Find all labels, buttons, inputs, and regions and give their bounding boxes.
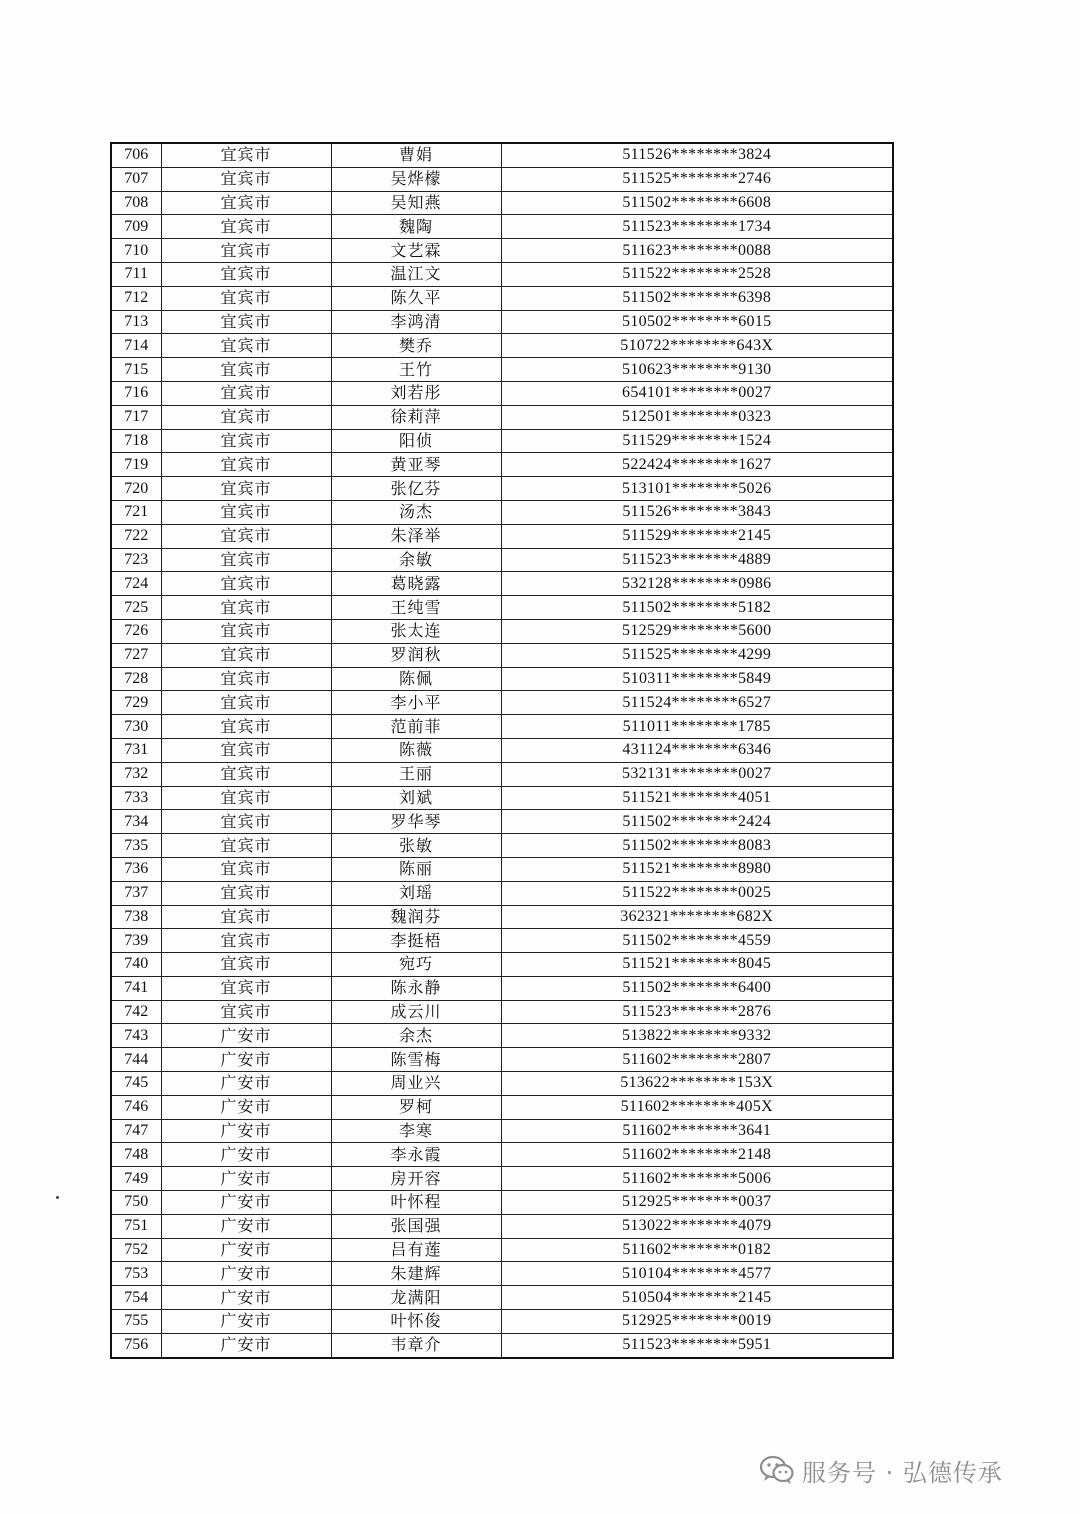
id-number-cell: 511523********4889	[501, 548, 893, 572]
id-number-cell: 511526********3843	[501, 500, 893, 524]
table-row	[111, 905, 893, 929]
row-number-cell: 718	[111, 429, 161, 453]
city-cell: 宜宾市	[161, 810, 331, 834]
name-cell: 李挺梧	[331, 929, 501, 953]
city-cell: 广安市	[161, 1286, 331, 1310]
table-row	[111, 548, 893, 572]
name-cell: 罗柯	[331, 1095, 501, 1119]
name-cell: 温江文	[331, 262, 501, 286]
table-row	[111, 667, 893, 691]
id-number-cell: 511526********3824	[501, 143, 893, 167]
id-number-cell: 362321********682X	[501, 905, 893, 929]
id-number-cell: 511521********4051	[501, 786, 893, 810]
name-cell: 陈薇	[331, 738, 501, 762]
id-number-cell: 511602********2807	[501, 1048, 893, 1072]
id-number-cell: 511602********2148	[501, 1143, 893, 1167]
name-cell: 汤杰	[331, 500, 501, 524]
name-cell: 龙满阳	[331, 1286, 501, 1310]
city-cell: 宜宾市	[161, 857, 331, 881]
row-number-cell: 755	[111, 1310, 161, 1334]
name-cell: 余杰	[331, 1024, 501, 1048]
row-number-cell: 746	[111, 1095, 161, 1119]
id-number-cell: 532131********0027	[501, 762, 893, 786]
id-number-cell: 512925********0037	[501, 1191, 893, 1215]
id-number-cell: 511525********4299	[501, 643, 893, 667]
row-number-cell: 731	[111, 738, 161, 762]
city-cell: 宜宾市	[161, 619, 331, 643]
row-number-cell: 737	[111, 881, 161, 905]
city-cell: 广安市	[161, 1143, 331, 1167]
name-cell: 李寒	[331, 1119, 501, 1143]
city-cell: 宜宾市	[161, 500, 331, 524]
city-cell: 广安市	[161, 1262, 331, 1286]
id-number-cell: 511523********1734	[501, 215, 893, 239]
row-number-cell: 744	[111, 1048, 161, 1072]
table-row	[111, 643, 893, 667]
name-cell: 罗润秋	[331, 643, 501, 667]
row-number-cell: 738	[111, 905, 161, 929]
name-cell: 陈丽	[331, 857, 501, 881]
city-cell: 宜宾市	[161, 596, 331, 620]
city-cell: 宜宾市	[161, 167, 331, 191]
id-number-cell: 532128********0986	[501, 572, 893, 596]
city-cell: 宜宾市	[161, 786, 331, 810]
city-cell: 广安市	[161, 1333, 331, 1357]
city-cell: 广安市	[161, 1024, 331, 1048]
table-row	[111, 738, 893, 762]
table-row	[111, 596, 893, 620]
city-cell: 广安市	[161, 1072, 331, 1096]
row-number-cell: 709	[111, 215, 161, 239]
id-number-cell: 513101********5026	[501, 477, 893, 501]
table-row	[111, 881, 893, 905]
table-row	[111, 1191, 893, 1215]
name-cell: 房开容	[331, 1167, 501, 1191]
name-cell: 樊乔	[331, 334, 501, 358]
city-cell: 宜宾市	[161, 548, 331, 572]
city-cell: 广安市	[161, 1214, 331, 1238]
row-number-cell: 730	[111, 715, 161, 739]
city-cell: 宜宾市	[161, 976, 331, 1000]
watermark-text: 服务号 · 弘德传承	[802, 1458, 1003, 1487]
city-cell: 广安市	[161, 1238, 331, 1262]
row-number-cell: 728	[111, 667, 161, 691]
row-number-cell: 721	[111, 500, 161, 524]
id-number-cell: 510311********5849	[501, 667, 893, 691]
id-number-cell: 511623********0088	[501, 239, 893, 263]
row-number-cell: 722	[111, 524, 161, 548]
row-number-cell: 753	[111, 1262, 161, 1286]
city-cell: 宜宾市	[161, 715, 331, 739]
table-row	[111, 1286, 893, 1310]
id-number-cell: 511602********5006	[501, 1167, 893, 1191]
city-cell: 宜宾市	[161, 738, 331, 762]
table-row	[111, 691, 893, 715]
row-number-cell: 733	[111, 786, 161, 810]
row-number-cell: 707	[111, 167, 161, 191]
city-cell: 宜宾市	[161, 762, 331, 786]
table-row	[111, 1310, 893, 1334]
name-cell: 刘斌	[331, 786, 501, 810]
id-number-cell: 512925********0019	[501, 1310, 893, 1334]
table-row	[111, 572, 893, 596]
table-row	[111, 453, 893, 477]
row-number-cell: 751	[111, 1214, 161, 1238]
row-number-cell: 741	[111, 976, 161, 1000]
table-row	[111, 334, 893, 358]
name-cell: 余敏	[331, 548, 501, 572]
city-cell: 宜宾市	[161, 453, 331, 477]
name-cell: 魏润芬	[331, 905, 501, 929]
table-row	[111, 405, 893, 429]
name-cell: 阳侦	[331, 429, 501, 453]
table-row	[111, 286, 893, 310]
id-number-cell: 513022********4079	[501, 1214, 893, 1238]
name-cell: 罗华琴	[331, 810, 501, 834]
table-row	[111, 1167, 893, 1191]
row-number-cell: 717	[111, 405, 161, 429]
name-cell: 陈雪梅	[331, 1048, 501, 1072]
id-number-cell: 511523********5951	[501, 1333, 893, 1357]
wechat-icon	[760, 1455, 794, 1485]
table-row	[111, 500, 893, 524]
city-cell: 宜宾市	[161, 524, 331, 548]
row-number-cell: 724	[111, 572, 161, 596]
table-row	[111, 215, 893, 239]
city-cell: 宜宾市	[161, 929, 331, 953]
id-number-cell: 512501********0323	[501, 405, 893, 429]
table-row	[111, 786, 893, 810]
id-number-cell: 510623********9130	[501, 358, 893, 382]
id-number-cell: 511522********0025	[501, 881, 893, 905]
name-cell: 文艺霖	[331, 239, 501, 263]
id-number-cell: 512529********5600	[501, 619, 893, 643]
row-number-cell: 739	[111, 929, 161, 953]
name-cell: 曹娟	[331, 143, 501, 167]
table-row	[111, 976, 893, 1000]
row-number-cell: 748	[111, 1143, 161, 1167]
city-cell: 宜宾市	[161, 667, 331, 691]
row-number-cell: 750	[111, 1191, 161, 1215]
table-row	[111, 1333, 893, 1357]
table-row	[111, 1095, 893, 1119]
table-row	[111, 1000, 893, 1024]
row-number-cell: 740	[111, 953, 161, 977]
name-cell: 叶怀俊	[331, 1310, 501, 1334]
city-cell: 宜宾市	[161, 953, 331, 977]
city-cell: 宜宾市	[161, 834, 331, 858]
city-cell: 宜宾市	[161, 239, 331, 263]
id-number-cell: 511521********8045	[501, 953, 893, 977]
id-number-cell: 511011********1785	[501, 715, 893, 739]
city-cell: 广安市	[161, 1048, 331, 1072]
city-cell: 宜宾市	[161, 191, 331, 215]
id-number-cell: 511522********2528	[501, 262, 893, 286]
row-number-cell: 745	[111, 1072, 161, 1096]
name-cell: 吴知燕	[331, 191, 501, 215]
id-number-cell: 511529********1524	[501, 429, 893, 453]
id-number-cell: 511502********5182	[501, 596, 893, 620]
name-cell: 黄亚琴	[331, 453, 501, 477]
table-row	[111, 953, 893, 977]
scan-speck	[56, 1196, 59, 1199]
table-row	[111, 143, 893, 167]
row-number-cell: 736	[111, 857, 161, 881]
table-row	[111, 310, 893, 334]
name-cell: 周业兴	[331, 1072, 501, 1096]
id-number-cell: 511502********6398	[501, 286, 893, 310]
row-number-cell: 734	[111, 810, 161, 834]
table-row	[111, 429, 893, 453]
id-number-cell: 511602********3641	[501, 1119, 893, 1143]
name-cell: 刘若彤	[331, 381, 501, 405]
name-cell: 王纯雪	[331, 596, 501, 620]
table-row	[111, 1048, 893, 1072]
table-row	[111, 715, 893, 739]
row-number-cell: 735	[111, 834, 161, 858]
id-number-cell: 511521********8980	[501, 857, 893, 881]
city-cell: 宜宾市	[161, 262, 331, 286]
table-row	[111, 1072, 893, 1096]
table-row	[111, 358, 893, 382]
table-row	[111, 239, 893, 263]
name-cell: 李鸿清	[331, 310, 501, 334]
row-number-cell: 726	[111, 619, 161, 643]
name-cell: 张敏	[331, 834, 501, 858]
row-number-cell: 749	[111, 1167, 161, 1191]
row-number-cell: 725	[111, 596, 161, 620]
name-cell: 吴烨檬	[331, 167, 501, 191]
id-number-cell: 511602********0182	[501, 1238, 893, 1262]
name-cell: 李小平	[331, 691, 501, 715]
row-number-cell: 732	[111, 762, 161, 786]
city-cell: 宜宾市	[161, 286, 331, 310]
table-row	[111, 1143, 893, 1167]
table-row	[111, 1238, 893, 1262]
id-number-cell: 510504********2145	[501, 1286, 893, 1310]
city-cell: 宜宾市	[161, 215, 331, 239]
id-number-cell: 511529********2145	[501, 524, 893, 548]
name-cell: 陈永静	[331, 976, 501, 1000]
row-number-cell: 729	[111, 691, 161, 715]
name-cell: 王竹	[331, 358, 501, 382]
id-number-cell: 511502********4559	[501, 929, 893, 953]
city-cell: 宜宾市	[161, 905, 331, 929]
id-number-cell: 511525********2746	[501, 167, 893, 191]
table-row	[111, 477, 893, 501]
city-cell: 宜宾市	[161, 310, 331, 334]
name-cell: 韦章介	[331, 1333, 501, 1357]
city-cell: 宜宾市	[161, 405, 331, 429]
name-cell: 陈佩	[331, 667, 501, 691]
name-cell: 葛晓露	[331, 572, 501, 596]
row-number-cell: 712	[111, 286, 161, 310]
name-cell: 魏陶	[331, 215, 501, 239]
row-number-cell: 752	[111, 1238, 161, 1262]
name-cell: 陈久平	[331, 286, 501, 310]
table-row	[111, 1262, 893, 1286]
id-number-cell: 510104********4577	[501, 1262, 893, 1286]
id-number-cell: 511502********6608	[501, 191, 893, 215]
name-cell: 李永霞	[331, 1143, 501, 1167]
row-number-cell: 723	[111, 548, 161, 572]
row-number-cell: 720	[111, 477, 161, 501]
city-cell: 宜宾市	[161, 572, 331, 596]
city-cell: 广安市	[161, 1310, 331, 1334]
table-row	[111, 1214, 893, 1238]
row-number-cell: 708	[111, 191, 161, 215]
roster-body	[111, 143, 893, 1358]
id-number-cell: 522424********1627	[501, 453, 893, 477]
table-row	[111, 929, 893, 953]
city-cell: 宜宾市	[161, 358, 331, 382]
roster-table	[110, 142, 894, 1359]
row-number-cell: 716	[111, 381, 161, 405]
row-number-cell: 747	[111, 1119, 161, 1143]
name-cell: 张亿芬	[331, 477, 501, 501]
id-number-cell: 513822********9332	[501, 1024, 893, 1048]
table-row	[111, 191, 893, 215]
id-number-cell: 513622********153X	[501, 1072, 893, 1096]
row-number-cell: 756	[111, 1333, 161, 1357]
name-cell: 张太连	[331, 619, 501, 643]
city-cell: 宜宾市	[161, 643, 331, 667]
row-number-cell: 711	[111, 262, 161, 286]
city-cell: 宜宾市	[161, 334, 331, 358]
name-cell: 徐莉萍	[331, 405, 501, 429]
table-row	[111, 262, 893, 286]
id-number-cell: 431124********6346	[501, 738, 893, 762]
table-row	[111, 619, 893, 643]
name-cell: 叶怀程	[331, 1191, 501, 1215]
row-number-cell: 743	[111, 1024, 161, 1048]
name-cell: 吕有莲	[331, 1238, 501, 1262]
name-cell: 王丽	[331, 762, 501, 786]
name-cell: 宛巧	[331, 953, 501, 977]
name-cell: 朱建辉	[331, 1262, 501, 1286]
table-row	[111, 524, 893, 548]
city-cell: 广安市	[161, 1191, 331, 1215]
table-row	[111, 381, 893, 405]
city-cell: 宜宾市	[161, 477, 331, 501]
city-cell: 宜宾市	[161, 1000, 331, 1024]
row-number-cell: 742	[111, 1000, 161, 1024]
name-cell: 成云川	[331, 1000, 501, 1024]
id-number-cell: 511502********8083	[501, 834, 893, 858]
id-number-cell: 511524********6527	[501, 691, 893, 715]
name-cell: 朱泽举	[331, 524, 501, 548]
table-row	[111, 857, 893, 881]
name-cell: 范前菲	[331, 715, 501, 739]
row-number-cell: 719	[111, 453, 161, 477]
row-number-cell: 706	[111, 143, 161, 167]
name-cell: 张国强	[331, 1214, 501, 1238]
table-row	[111, 762, 893, 786]
row-number-cell: 714	[111, 334, 161, 358]
city-cell: 广安市	[161, 1167, 331, 1191]
id-number-cell: 654101********0027	[501, 381, 893, 405]
name-cell: 刘瑶	[331, 881, 501, 905]
city-cell: 宜宾市	[161, 143, 331, 167]
city-cell: 广安市	[161, 1119, 331, 1143]
row-number-cell: 727	[111, 643, 161, 667]
table-row	[111, 834, 893, 858]
city-cell: 宜宾市	[161, 881, 331, 905]
table-row	[111, 810, 893, 834]
id-number-cell: 510722********643X	[501, 334, 893, 358]
city-cell: 广安市	[161, 1095, 331, 1119]
city-cell: 宜宾市	[161, 691, 331, 715]
id-number-cell: 510502********6015	[501, 310, 893, 334]
table-row	[111, 1024, 893, 1048]
id-number-cell: 511602********405X	[501, 1095, 893, 1119]
city-cell: 宜宾市	[161, 381, 331, 405]
id-number-cell: 511502********2424	[501, 810, 893, 834]
row-number-cell: 713	[111, 310, 161, 334]
table-row	[111, 167, 893, 191]
row-number-cell: 715	[111, 358, 161, 382]
city-cell: 宜宾市	[161, 429, 331, 453]
table-row	[111, 1119, 893, 1143]
watermark	[760, 1452, 1003, 1488]
row-number-cell: 754	[111, 1286, 161, 1310]
id-number-cell: 511502********6400	[501, 976, 893, 1000]
row-number-cell: 710	[111, 239, 161, 263]
id-number-cell: 511523********2876	[501, 1000, 893, 1024]
